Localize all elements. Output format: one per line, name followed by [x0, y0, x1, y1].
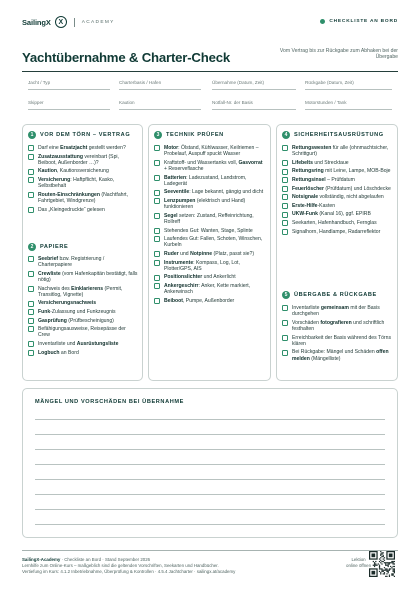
section-title: SICHERHEITSAUSRÜSTUNG: [294, 132, 384, 138]
checklist-item-text: [38, 309, 116, 315]
checklist-item[interactable]: [28, 256, 138, 268]
item-emphasis: offen melden: [292, 349, 389, 362]
footer-divider: [22, 550, 398, 551]
qr-code-icon[interactable]: [369, 551, 395, 577]
checklist-item-text: [38, 145, 126, 151]
checklist-item-text: [292, 349, 393, 361]
item-emphasis: Lenzpumpen: [164, 197, 196, 204]
section-number: 4: [282, 131, 290, 139]
item-text: : Haftpflicht, Kasko, Selbstbehalt: [38, 176, 115, 190]
checkbox-icon[interactable]: [282, 229, 288, 235]
checklist-item-text: [38, 350, 79, 356]
item-text: Kraftstoff- und Wassertanks voll,: [164, 159, 239, 166]
checklist-item[interactable]: [28, 286, 138, 298]
checkbox-icon[interactable]: [154, 298, 160, 304]
item-text: – Prüfdatum: [325, 176, 355, 183]
checkbox-icon[interactable]: [28, 341, 34, 347]
checklist-item[interactable]: [28, 271, 138, 283]
checklist-item[interactable]: [28, 341, 138, 347]
checklist-item-text: [164, 213, 266, 225]
section-header-3: [154, 131, 224, 139]
checklist-item[interactable]: [154, 228, 266, 234]
item-text: : Lage bekannt, gängig und dicht: [189, 189, 264, 196]
checklist-item-text: [38, 300, 96, 306]
item-text: gestellt werden?: [87, 145, 126, 151]
checklist-item[interactable]: [28, 177, 138, 189]
checkbox-icon[interactable]: [154, 228, 160, 234]
writing-line[interactable]: [35, 449, 385, 450]
checkbox-icon[interactable]: [28, 350, 34, 356]
lesson-online-label: online öffnen: [346, 562, 372, 568]
item-text: vereinbart (Spi, Beiboot, Außenborder …)?: [38, 153, 119, 166]
checklist-item-text: [164, 145, 266, 157]
checklist-item-text: [292, 194, 384, 200]
checklist-item[interactable]: [282, 160, 393, 166]
section-title: VOR DEM TÖRN – VERTRAG: [40, 132, 131, 138]
item-text: Erreichbarkeit der Basis während des Törns klären: [292, 334, 391, 347]
item-text: für alle (ohnmachtsicher, Schrittgurt): [292, 145, 389, 158]
checklist-item-text: [164, 251, 254, 257]
checklist-item[interactable]: [282, 229, 393, 235]
item-text: (Permit, Transitlog, Vignette): [38, 285, 123, 298]
item-emphasis: gemeinsam: [320, 305, 349, 311]
item-text: und: [178, 250, 191, 257]
item-emphasis: fotografieren: [320, 319, 352, 326]
checklist-item-text: [292, 168, 391, 174]
section-number: 3: [154, 131, 162, 139]
checklist-item[interactable]: [282, 186, 393, 192]
item-emphasis: Instrumente: [164, 259, 194, 266]
checklist-item[interactable]: [154, 198, 266, 210]
item-emphasis: Ruder: [164, 250, 179, 257]
checklist-item-text: [38, 168, 109, 174]
footer-text: [22, 557, 322, 575]
item-text: und Ankerlicht: [202, 274, 236, 281]
checkbox-icon[interactable]: [282, 177, 288, 183]
item-text: Bei Rückgabe: Mängel und Schäden: [292, 349, 377, 356]
checklist-item[interactable]: [28, 318, 138, 324]
writing-line[interactable]: [35, 464, 385, 465]
item-emphasis: Logbuch: [38, 349, 60, 356]
page-title: Yachtübernahme & Charter-Check: [22, 50, 230, 65]
checkbox-icon[interactable]: [28, 256, 34, 262]
item-emphasis: Erste-Hilfe: [292, 202, 318, 209]
checkbox-icon[interactable]: [28, 192, 34, 198]
section-number: 1: [28, 131, 36, 139]
checklist-tag: [320, 19, 398, 24]
checklist-item-text: [292, 220, 377, 226]
checklist-item-text: [164, 198, 266, 210]
brand-logo: [22, 16, 115, 28]
checklist-item-text: [38, 318, 114, 324]
section-title: TECHNIK PRÜFEN: [166, 132, 224, 138]
item-text: Darf eine: [38, 145, 61, 151]
checklist-item-text: [164, 228, 253, 234]
checkbox-icon[interactable]: [28, 177, 34, 183]
writing-line[interactable]: [35, 479, 385, 480]
field-emergency[interactable]: [212, 94, 296, 110]
item-emphasis: Feuerlöscher: [292, 185, 324, 192]
checklist-item-text: [292, 160, 349, 166]
item-emphasis: Beiboot: [164, 297, 183, 304]
checklist-item-text: [292, 186, 391, 192]
checklist-item-text: [292, 145, 393, 157]
checklist-item[interactable]: [154, 145, 266, 157]
checklist-item-text: [38, 286, 138, 298]
section-header-4: [282, 131, 384, 139]
field-label: Rückgabe (Datum, Zeit): [305, 80, 354, 85]
title-divider: [22, 71, 398, 72]
checkbox-icon[interactable]: [154, 283, 160, 289]
checklist-item-text: [38, 192, 138, 204]
checkbox-icon[interactable]: [154, 213, 160, 219]
item-emphasis: Funk: [38, 308, 51, 315]
checklist-item[interactable]: [282, 349, 393, 361]
item-text: an Bord: [59, 349, 79, 356]
checklist-item-text: [38, 154, 138, 166]
checkbox-icon[interactable]: [282, 169, 288, 175]
checkbox-icon[interactable]: [28, 169, 34, 175]
checklist-item-text: [164, 274, 236, 280]
checklist-item-text: [164, 260, 266, 272]
item-emphasis: Crewliste: [38, 270, 61, 277]
checkbox-icon[interactable]: [154, 160, 160, 166]
checkbox-icon[interactable]: [28, 207, 34, 213]
footer-line-3: Vertiefung im Kurs: 4.1.2 Inbetriebnahme, Überprüfung & Kontrollen · 4.5.4 Jachtcharter · sailingx.at/academy: [22, 569, 236, 574]
checklist-item[interactable]: [154, 189, 266, 195]
checklist-contract: [28, 145, 138, 215]
checklist-item[interactable]: [282, 320, 393, 332]
item-emphasis: Motor: [164, 145, 179, 151]
checkbox-icon[interactable]: [282, 145, 288, 151]
checkbox-icon[interactable]: [28, 271, 34, 277]
checklist-item[interactable]: [28, 168, 138, 174]
checkbox-icon[interactable]: [282, 194, 288, 200]
checklist-item[interactable]: [154, 260, 266, 272]
item-text: Signalhorn, Handlampe, Radarreflektor: [292, 228, 381, 235]
checklist-item-text: [292, 177, 355, 183]
checkbox-icon[interactable]: [154, 175, 160, 181]
checklist-item-text: [164, 283, 266, 295]
checklist-item[interactable]: [154, 283, 266, 295]
checklist-technical: [154, 145, 266, 306]
checkbox-icon[interactable]: [154, 251, 160, 257]
checklist-item[interactable]: [154, 213, 266, 225]
checklist-item[interactable]: [282, 335, 393, 347]
item-text: vollständig, nicht abgelaufen: [318, 194, 384, 201]
checkbox-icon[interactable]: [28, 286, 34, 292]
checklist-item-text: [292, 203, 335, 209]
brand-divider: [74, 18, 75, 27]
item-text: und schriftlich festhalten: [292, 319, 385, 332]
item-text: : Ladezustand, Landstrom, Ladegerät: [164, 174, 247, 187]
checklist-item-text: [164, 298, 234, 304]
checklist-item-text: [292, 211, 371, 217]
checklist-item[interactable]: [282, 194, 393, 200]
checkbox-icon[interactable]: [282, 350, 288, 356]
brand-name: SailingX: [22, 17, 51, 27]
item-text: und Strecktaue: [312, 159, 349, 166]
item-text: (vom Hafenkapitän bestätigt, falls nötig): [38, 270, 138, 283]
field-label: Übernahme (Datum, Zeit): [212, 80, 265, 85]
checklist-item[interactable]: [28, 154, 138, 166]
checkbox-icon[interactable]: [28, 145, 34, 151]
checklist-handover: [282, 305, 393, 364]
item-emphasis: Seeventile: [164, 189, 190, 196]
checklist-item[interactable]: [28, 145, 138, 151]
item-text: mit der Basis durchgehen: [292, 305, 380, 318]
item-text: (Platz, passt sie?): [212, 250, 255, 257]
checklist-item-text: [292, 229, 380, 235]
field-return[interactable]: [305, 74, 392, 90]
footer-line-2: Lernhilfe zum Online-Kurs – maßgeblich sind die geltenden Vorschriften, Seekarten und Handbücher.: [22, 563, 219, 568]
tag-text: CHECKLISTE AN BORD: [329, 19, 398, 24]
item-text: Nachweis des: [38, 285, 72, 292]
item-emphasis: Segel: [164, 212, 178, 219]
checklist-item[interactable]: [282, 145, 393, 157]
item-text: : Ölstand, Kühlwasser, Keilriemen – Probelauf, Auspuff spuckt Wasser: [164, 145, 259, 158]
item-emphasis: Positionslichter: [164, 274, 203, 281]
item-emphasis: Gasprüfung: [38, 317, 67, 324]
footer-stand: · Checkliste an Bord · Stand September 2026: [60, 557, 151, 562]
field-label: Jacht / Typ: [28, 80, 51, 85]
item-text: (Prüfdatum) und Löschdecke: [324, 185, 391, 192]
page-subtitle: Vom Vertrag bis zur Rückgabe zum Abhaken bei der Übergabe: [279, 48, 398, 61]
brand-x-icon: X: [55, 16, 67, 28]
brand-subtitle: ACADEMY: [81, 19, 115, 25]
item-emphasis: Einklarierens: [71, 285, 104, 292]
checklist-item[interactable]: [28, 309, 138, 315]
item-emphasis: Notpinne: [190, 250, 213, 257]
item-text: (Nachtfahrt, Fahrtgebiet, Windgrenze): [38, 191, 129, 204]
item-text: : Kompass, Log, Lot, Plotter/GPS, AIS: [164, 259, 240, 272]
checkbox-icon[interactable]: [282, 212, 288, 218]
checklist-item[interactable]: [28, 326, 138, 338]
checklist-item-text: [38, 341, 118, 347]
item-emphasis: Ausrüstungsliste: [76, 340, 119, 347]
lesson-label: Lektion: [351, 557, 366, 562]
item-emphasis: Batterien: [164, 174, 187, 181]
item-text: Inventarliste: [292, 305, 321, 311]
item-emphasis: Routen-Einschränkungen: [38, 191, 100, 198]
section-header-1: [28, 131, 130, 139]
field-label: Charterbasis / Hafen: [119, 80, 162, 85]
checkbox-icon[interactable]: [154, 145, 160, 151]
section-header-2: [28, 243, 68, 251]
item-text: mit Leine, Lampe, MOB-Boje: [323, 168, 391, 175]
writing-line[interactable]: [35, 524, 385, 525]
item-text: Inventarliste und: [38, 340, 77, 347]
field-label: Kaution: [119, 100, 135, 105]
field-engine-hours[interactable]: [305, 94, 392, 110]
checklist-item-text: [292, 335, 393, 347]
item-text: -Zulassung und Funkzeugnis: [50, 308, 116, 315]
item-emphasis: Gasvorrat: [238, 159, 263, 166]
checklist-item-text: [164, 236, 266, 248]
field-label: Skipper: [28, 100, 44, 105]
checklist-item-text: [292, 320, 393, 332]
checkbox-icon[interactable]: [154, 198, 160, 204]
item-text: (Mängelliste): [309, 355, 341, 362]
checklist-item[interactable]: [154, 160, 266, 172]
checkbox-icon[interactable]: [154, 260, 160, 266]
checklist-item[interactable]: [28, 207, 138, 213]
checkbox-icon[interactable]: [28, 318, 34, 324]
item-emphasis: Kaution: [38, 168, 57, 175]
defects-box: [22, 388, 398, 538]
defects-title: MÄNGEL UND VORSCHÄDEN BEI ÜBERNAHME: [35, 399, 184, 405]
checkbox-icon[interactable]: [28, 154, 34, 160]
writing-line[interactable]: [35, 494, 385, 495]
item-emphasis: Versicherung: [38, 176, 71, 183]
item-text: Laufendes Gut: Fallen, Schoten, Winschen, Kurbeln: [164, 236, 263, 249]
item-text: Das „Kleingedruckte“ gelesen: [38, 206, 105, 213]
checklist-safety: [282, 145, 393, 237]
item-emphasis: Ankergeschirr: [164, 282, 199, 289]
item-emphasis: Versicherungsnachweis: [38, 300, 97, 307]
checkbox-icon[interactable]: [28, 326, 34, 332]
item-emphasis: UKW-Funk: [292, 211, 318, 218]
checklist-item[interactable]: [28, 350, 138, 356]
checklist-item[interactable]: [282, 203, 393, 209]
item-emphasis: Rettungswesten: [292, 145, 332, 151]
item-text: (Kanal 16), ggf. EPIRB: [317, 211, 371, 218]
dot-icon: [320, 19, 325, 24]
checklist-item-text: [164, 160, 266, 172]
checklist-papers: [28, 256, 138, 358]
item-text: : Anker, Kette markiert, Ankerwinsch: [164, 282, 251, 296]
checkbox-icon[interactable]: [282, 220, 288, 226]
checklist-item-text: [38, 256, 138, 268]
writing-line[interactable]: [35, 419, 385, 420]
field-skipper[interactable]: [28, 94, 110, 110]
writing-line[interactable]: [35, 509, 385, 510]
item-text: (Prüfbescheinigung): [66, 317, 114, 324]
item-emphasis: Notsignale: [292, 194, 319, 201]
item-text: Befähigungsausweise, Reisepässe der Crew: [38, 326, 126, 339]
checkbox-icon[interactable]: [154, 190, 160, 196]
item-emphasis: Ersatzjacht: [60, 145, 88, 151]
checklist-item[interactable]: [282, 305, 393, 317]
checklist-item-text: [164, 175, 266, 187]
field-label: Motorstunden / Tank: [305, 100, 347, 105]
checklist-item-text: [38, 177, 138, 189]
checklist-item[interactable]: [28, 192, 138, 204]
checklist-item-text: [38, 271, 138, 283]
item-text: , Pumpe, Außenborder: [182, 297, 235, 304]
section-number: 2: [28, 243, 36, 251]
checklist-item[interactable]: [154, 274, 266, 280]
item-emphasis: Lifebelts: [292, 159, 313, 166]
item-emphasis: Rettungsring: [292, 168, 324, 175]
checklist-item[interactable]: [282, 220, 393, 226]
section-title: PAPIERE: [40, 244, 69, 250]
checklist-item[interactable]: [154, 175, 266, 187]
checklist-item-text: [38, 326, 138, 338]
field-label: Notfall-Nr. der Basis: [212, 100, 253, 105]
checkbox-icon[interactable]: [282, 203, 288, 209]
item-emphasis: Seebrief: [38, 256, 59, 262]
item-text: bzw. Registrierung / Charterpapiere: [38, 256, 105, 269]
checkbox-icon[interactable]: [282, 335, 288, 341]
footer-brand: SailingX-Academy: [22, 557, 61, 562]
item-emphasis: Rettungsinsel: [292, 176, 326, 183]
checkbox-icon[interactable]: [154, 275, 160, 281]
item-text: -Kasten: [317, 202, 336, 209]
item-text: Seekarten, Hafenhandbuch, Fernglas: [292, 219, 377, 226]
checkbox-icon[interactable]: [28, 301, 34, 307]
checkbox-icon[interactable]: [282, 305, 288, 311]
field-handover[interactable]: [212, 74, 296, 90]
checkbox-icon[interactable]: [28, 309, 34, 315]
section-title: ÜBERGABE & RÜCKGABE: [294, 292, 377, 298]
lesson-link-text[interactable]: [346, 557, 371, 568]
item-text: , Kautionsversicherung: [56, 168, 109, 175]
field-base[interactable]: [119, 74, 201, 90]
checklist-item[interactable]: [282, 211, 393, 217]
field-yacht[interactable]: [28, 74, 110, 90]
item-text: Stehendes Gut: Wanten, Stage, Splinte: [164, 227, 253, 234]
item-text: setzen: Zustand, Reffeinrichtung, Rollreff: [164, 212, 254, 225]
checklist-item-text: [38, 207, 105, 213]
writing-line[interactable]: [35, 434, 385, 435]
checkbox-icon[interactable]: [282, 186, 288, 192]
checklist-item[interactable]: [28, 300, 138, 306]
item-emphasis: Zusatzausstattung: [38, 153, 83, 160]
section-number: 5: [282, 291, 290, 299]
checklist-item-text: [164, 189, 263, 195]
checklist-item[interactable]: [154, 251, 266, 257]
checklist-item[interactable]: [282, 177, 393, 183]
section-header-5: [282, 291, 377, 299]
item-text: Vorschäden: [292, 319, 321, 326]
checklist-item[interactable]: [154, 298, 266, 304]
item-text: (elektrisch und Hand) funktionieren: [164, 197, 246, 211]
checkbox-icon[interactable]: [154, 236, 160, 242]
checklist-item[interactable]: [154, 236, 266, 248]
item-text: + Reserveflasche: [164, 166, 204, 172]
checklist-item[interactable]: [282, 168, 393, 174]
checkbox-icon[interactable]: [282, 160, 288, 166]
checkbox-icon[interactable]: [282, 320, 288, 326]
checklist-item-text: [292, 305, 393, 317]
field-deposit[interactable]: [119, 94, 201, 110]
